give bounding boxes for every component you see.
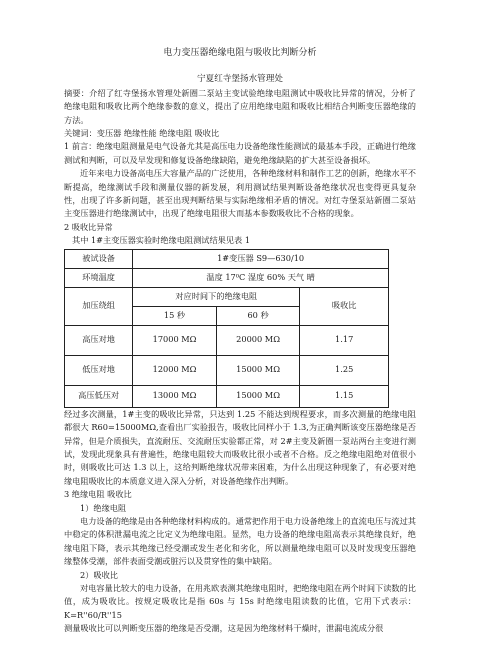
table-row: [65, 355, 389, 385]
page-title: 电力变压器绝缘电阻与吸收比判断分析: [163, 48, 317, 58]
r60-cell: 15000 MΩ: [216, 385, 300, 407]
absorption-ratio-paragraph: 对电容量比较大的电力设备，在用兆欧表测其绝缘电阻时，把绝缘电阻在两个时间下读数的比值，成为吸收比。按规定吸收比是指 60s 与 15s 时绝缘电阻读数的比值，它用下式表示：K=R''60/R''15: [64, 582, 416, 620]
insulation-test-table: [64, 249, 389, 408]
table-row: [65, 249, 389, 268]
section-3-heading: 3 绝缘电阻 吸收比: [64, 489, 132, 500]
subsection-2-heading: 2）吸收比: [80, 569, 118, 580]
ratio-cell: 1.17: [300, 325, 389, 355]
r15-cell: 17000 MΩ: [133, 325, 217, 355]
subsection-1-heading: 1）绝缘电阻: [80, 502, 127, 513]
table-caption: 其中 1#主变压器实验时绝缘电阻测试结果见表 1: [72, 235, 251, 246]
t60-header-cell: 60 秒: [216, 306, 300, 325]
env-label-cell: 环境温度: [65, 268, 133, 287]
insulation-resistance-paragraph: 电力设备的绝缘是由各种绝缘材料构成的。通常把作用于电力设备绝缘上的直流电压与流过其中稳定的体积泄漏电流之比定义为绝缘电阻。显然，电力设备的绝缘电阻高表示其绝缘良好，绝缘电阻下降，表示其绝缘已经受潮或发生老化和劣化，所以测量绝缘电阻可以及时发现变压器绝缘整体受潮，部件表面受潮或脏污以及贯穿性的集中缺陷。: [64, 515, 416, 567]
section-2-heading: 2 吸收比异常: [64, 221, 113, 232]
resistance-header-cell: 对应时间下的绝缘电阻: [133, 287, 300, 306]
r15-cell: 13000 MΩ: [133, 385, 217, 407]
r60-cell: 15000 MΩ: [216, 355, 300, 385]
r15-cell: 12000 MΩ: [133, 355, 217, 385]
row-name-cell: 低压对地: [65, 355, 133, 385]
ratio-header-cell: 吸收比: [300, 287, 389, 325]
table-row: [65, 287, 389, 306]
t15-header-cell: 15 秒: [133, 306, 217, 325]
row-name-cell: 高压对地: [65, 325, 133, 355]
row-name-cell: 高压低压对: [65, 385, 133, 407]
abstract-paragraph: 摘要：介绍了红寺堡扬水管理处新圈二泵站主变试验绝缘电阻测试中吸收比异常的情况，分析了绝缘电阻和吸收比两个绝缘参数的意义，提出了应用绝缘电阻和吸收比相结合判断变压器绝缘的方法。: [64, 87, 416, 125]
table-row: [65, 385, 389, 407]
r60-cell: 20000 MΩ: [216, 325, 300, 355]
ratio-cell: 1.15: [300, 385, 389, 407]
intro-paragraph: 1 前言：绝缘电阻测量是电气设备尤其是高压电力设备绝缘性能测试的最基本手段，正确进行绝缘测试和判断，可以及早发现和修复设备绝缘缺陷，避免绝缘缺陷的扩大甚至设备损坏。: [64, 141, 416, 165]
env-value-cell: 温度 17⁰C 湿度 60% 天气 晴: [133, 268, 389, 287]
continuation-paragraph: 测量吸收比可以判断变压器的绝缘是否受潮，这是因为绝缘材料干燥时，泄漏电流成分很: [64, 623, 384, 634]
table-row: [65, 325, 389, 355]
keywords-line: 关键词：变压器 绝缘性能 绝缘电阻 吸收比: [64, 128, 220, 139]
winding-label-cell: 加压绕组: [65, 287, 133, 325]
table-row: [65, 268, 389, 287]
analysis-paragraph: 经过多次测量，1#主变的吸收比异常，只达到 1.25 不能达到规程要求，而多次测量的绝缘电阻都很大 R60=15000MΩ,查看出厂实验报告，吸收比同样小于 1.3,为正确判断该变压器绝缘是否异常，但是介质损失，直流耐压、交流耐压实验都正常，对 2#主变及新圈一泵站两台主变进行测试，发现此现象具有普遍性，绝缘电阻较大而吸收比很小或者不合格。反之绝缘电阻绝对值很小时，则吸收比可达 1.3 以上，这给判断绝缘状况带来困难，为什么出现这种现象了，有必要对绝缘电阻吸收比的本质意义进入深入分析，对设备绝缘作出判断。: [64, 408, 416, 486]
ratio-cell: 1.25: [300, 355, 389, 385]
background-paragraph: 近年来电力设备高电压大容量产品的广泛使用，各种绝缘材料和制作工艺的创新，绝缘水平不断提高，绝缘测试手段和测量仪器的新发展，利用测试结果判断设备绝缘状况也变得更具复杂性，出现了许多新问题，甚至出现判断结果与实际绝缘相矛盾的情况。对红寺堡泵站新圈二泵站主变压器进行绝缘测试中，出现了绝缘电阻很大而基本参数吸收比不合格的现象。: [64, 168, 416, 219]
device-label-cell: 被试设备: [65, 249, 133, 268]
author-line: 宁夏红寺堡扬水管理处: [197, 74, 283, 85]
device-value-cell: 1#变压器 S9—630/10: [133, 249, 389, 268]
